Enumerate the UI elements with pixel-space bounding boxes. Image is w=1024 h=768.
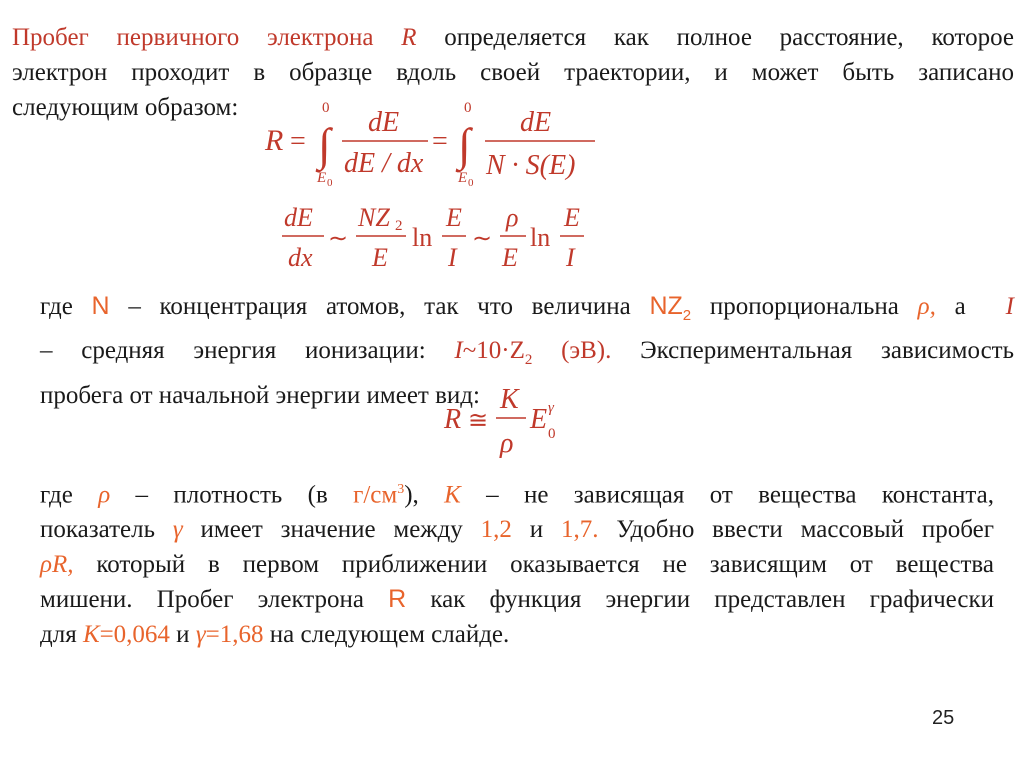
text: где [40, 293, 92, 320]
text: мишени. Пробег электрона [40, 586, 389, 614]
text: и [169, 621, 196, 649]
integral-sign: ∫ [458, 119, 471, 170]
formula-empirical-range [440, 382, 600, 462]
fraction-denominator: dE / dx [344, 148, 424, 179]
term-E: E [446, 203, 462, 232]
ln-operator: ln [530, 223, 551, 252]
var-R: R [388, 585, 407, 614]
text: на следующем слайде. [263, 621, 510, 649]
unit-sup: 3 [397, 482, 405, 497]
integral-upper: 0 [322, 100, 330, 116]
integral-lower: E [317, 170, 327, 186]
var-NZ: NZ [649, 292, 683, 320]
var-rhoR: ρR, [40, 551, 74, 579]
term-E: E [564, 203, 580, 232]
text: электрон проходит в образце вдоль своей траектории, и может быть записано [12, 59, 1014, 86]
const-K: К [444, 481, 461, 509]
text: ~10·Z [462, 337, 525, 364]
value: 1,2 [480, 516, 512, 544]
text: Удобно ввести массовый пробег [598, 516, 994, 544]
fraction-denominator: N · S(E) [486, 150, 576, 181]
term-dE: dE [284, 203, 313, 232]
text: – концентрация атомов, так что величина [109, 293, 650, 320]
formula-stopping-power [280, 200, 600, 280]
term-NZ-sub: 2 [395, 218, 403, 234]
var-rho: ρ [500, 428, 514, 459]
var-E-sub: 0 [548, 426, 556, 442]
text: – средняя энергия ионизации: [40, 337, 455, 364]
text: следующим образом: [12, 94, 239, 121]
text: ), [404, 481, 445, 509]
ln-operator: ln [412, 223, 433, 252]
sim-sign: ∼ [328, 226, 349, 252]
text: Пробег первичного электрона [12, 24, 402, 51]
var-gamma: γ [195, 621, 206, 649]
var-NZ-sub: 2 [682, 307, 692, 324]
var-rho: ρ, [917, 293, 936, 320]
equals-sign: = [290, 126, 306, 157]
term-rho: ρ [506, 203, 519, 232]
text: – плотность (в [110, 481, 354, 509]
var-I: I [454, 337, 463, 364]
formula-range-integral [260, 96, 620, 192]
var-R: R [401, 24, 417, 51]
text: а [935, 293, 966, 320]
formula-lhs: R [444, 404, 462, 435]
text: где [40, 481, 99, 509]
value: =1,68 [205, 621, 264, 649]
fraction-numerator: dE [368, 107, 400, 138]
var-E-sup: γ [548, 400, 554, 416]
integral-lower: E [458, 170, 468, 186]
term-I: I [566, 243, 575, 272]
term-E: E [502, 243, 518, 272]
formula-lhs: R [265, 124, 284, 157]
text: пропорциональна [691, 293, 918, 320]
var-E: E [530, 404, 548, 435]
text: Экспериментальная зависимость [611, 337, 1014, 364]
approx-sign: ≅ [468, 408, 489, 434]
var-N: N [91, 292, 110, 320]
text: для [40, 621, 83, 649]
text: – не зависящая от вещества константа, [460, 481, 995, 509]
integral-lower-sub: 0 [468, 177, 474, 189]
const-K: К [82, 621, 100, 649]
text: и [511, 516, 561, 544]
text: имеет значение между [182, 516, 481, 544]
value: 1,7. [560, 516, 599, 544]
var-rho: ρ [98, 481, 111, 509]
integral-upper: 0 [464, 100, 472, 116]
unit: г/см [353, 481, 398, 509]
sim-sign: ∼ [472, 226, 493, 252]
text: определяется как полное расстояние, которое [416, 24, 1014, 51]
text: как функция энергии представлен графически [406, 586, 994, 614]
text: 2 [524, 352, 533, 368]
fraction-numerator: dE [520, 107, 552, 138]
integral-lower-sub: 0 [327, 177, 333, 189]
var-gamma: γ [172, 516, 183, 544]
value: =0,064 [99, 621, 170, 649]
paragraph-constants [40, 472, 994, 652]
text: пробега от начальной энергии имеет вид: [40, 382, 480, 409]
term-dx: dx [288, 243, 313, 272]
text: который в первом приближении оказывается не зависящим от вещества [73, 551, 994, 579]
term-E: E [372, 243, 388, 272]
term-I: I [448, 243, 457, 272]
integral-sign: ∫ [318, 119, 331, 170]
term-NZ: NZ [358, 203, 390, 232]
equals-sign: = [432, 126, 448, 157]
var-I: I [1005, 293, 1014, 320]
page-number: 25 [932, 707, 955, 729]
text: (эВ). [532, 337, 612, 364]
const-K: K [500, 384, 519, 415]
text: показатель [40, 516, 173, 544]
